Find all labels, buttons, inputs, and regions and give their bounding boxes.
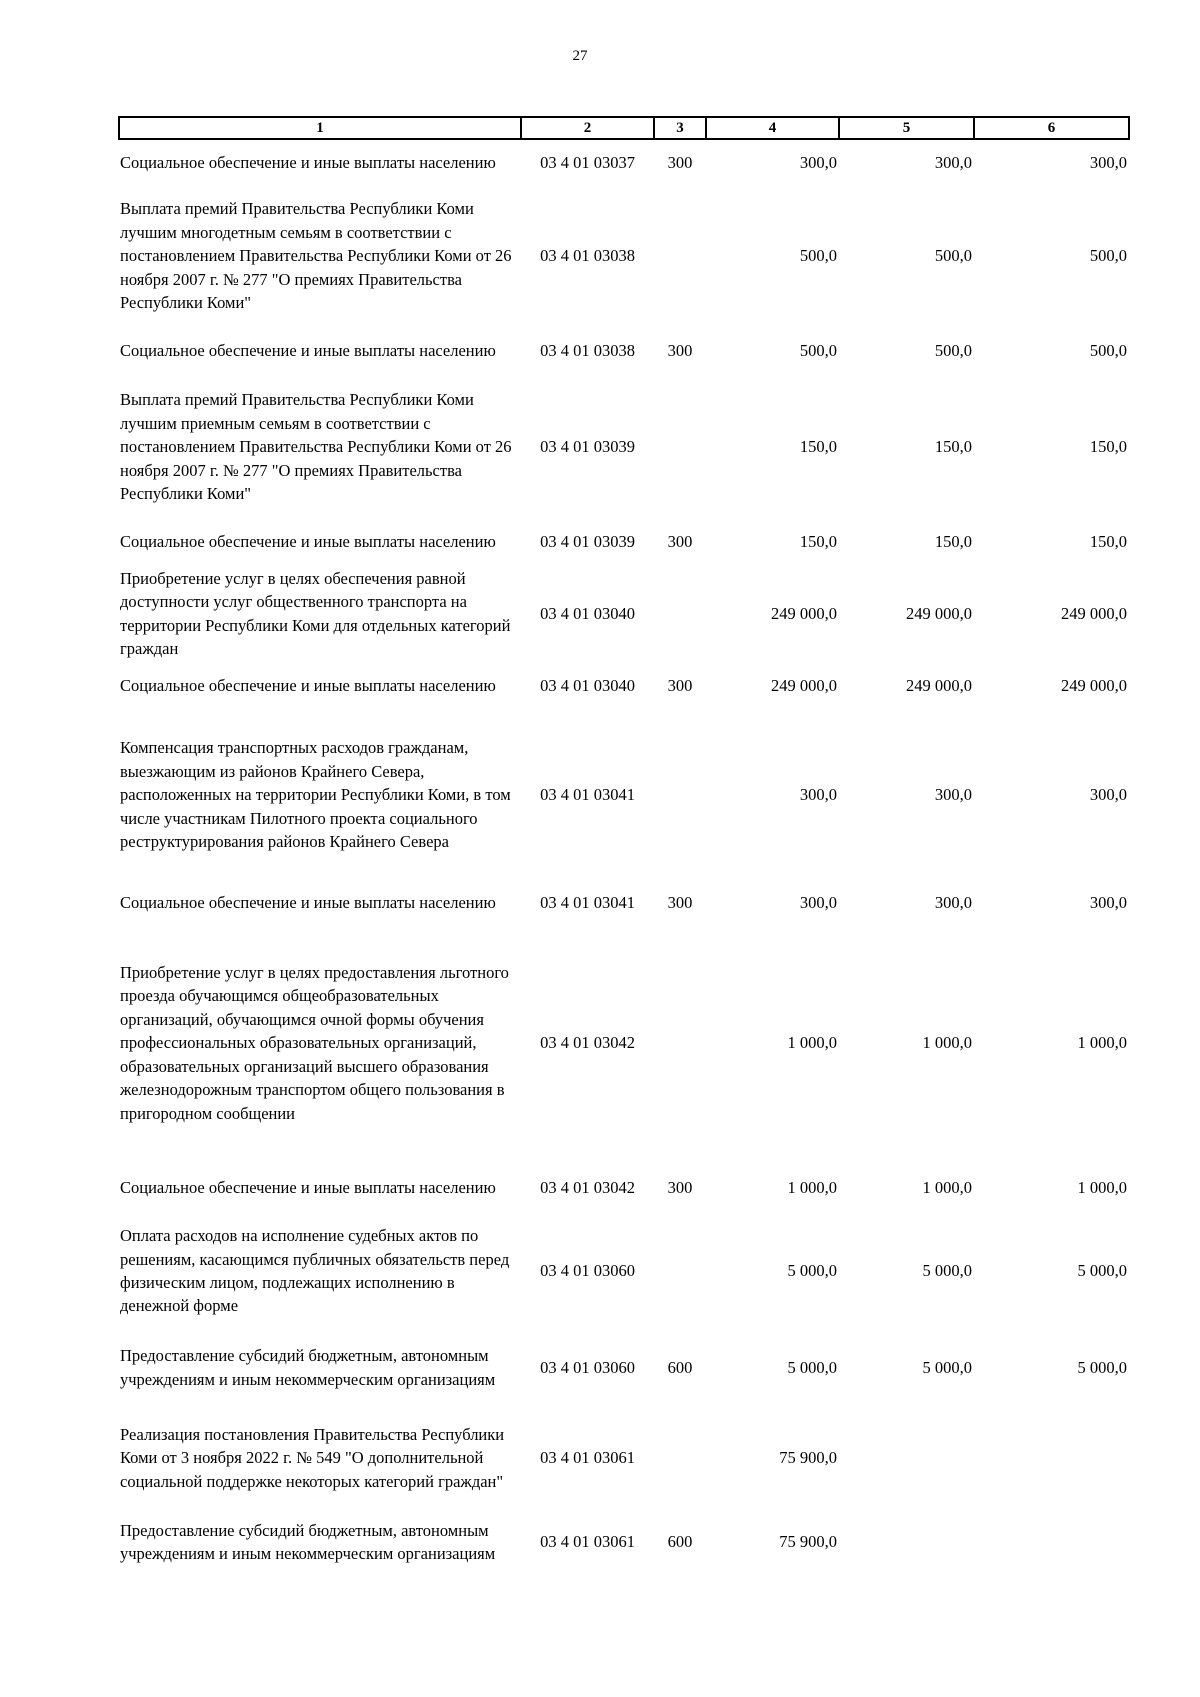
table-row [119, 1159, 1129, 1217]
row-value-col4: 249 000,0 [771, 603, 837, 623]
row-name: Социальное обеспечение и иные выплаты населению [120, 1178, 496, 1198]
row-value-col6: 249 000,0 [1061, 603, 1127, 623]
row-value-col5: 300,0 [934, 153, 972, 173]
row-expense-type [654, 1217, 706, 1325]
row-target-code: 03 4 01 03038 [540, 341, 635, 361]
row-name: Социальное обеспечение и иные выплаты населению [120, 532, 496, 552]
row-value-col4: 300,0 [799, 893, 837, 913]
row-name: Выплата премий Правительства Республики Коми лучшим приемным семьям в соответствии с постановлением Правительства Республики Коми от 26 ноября 2007 г. № 277 "О премиях Правительства Республики Коми" [120, 390, 512, 504]
row-value-col6: 300,0 [1089, 785, 1127, 805]
row-name: Оплата расходов на исполнение судебных актов по решениям, касающимся публичных обязательств перед физическим лицом, подлежащих исполнению в денежной форме [120, 1226, 510, 1316]
row-expense-type: 300 [667, 676, 693, 696]
row-value-col4: 500,0 [799, 341, 837, 361]
row-name: Социальное обеспечение и иные выплаты населению [120, 153, 496, 173]
row-expense-type [654, 927, 706, 1159]
row-target-code: 03 4 01 03060 [540, 1357, 635, 1377]
budget-table [118, 116, 1130, 1578]
row-target-code: 03 4 01 03061 [540, 1448, 635, 1468]
row-value-col5: 249 000,0 [906, 676, 972, 696]
table-row [119, 1506, 1129, 1578]
row-value-col4: 300,0 [799, 153, 837, 173]
page-number: 27 [572, 48, 588, 64]
row-value-col4: 300,0 [799, 785, 837, 805]
row-value-col6: 249 000,0 [1061, 676, 1127, 696]
row-value-col6: 1 000,0 [1077, 1178, 1127, 1198]
row-value-col6: 5 000,0 [1077, 1261, 1127, 1281]
header-col-2: 2 [521, 117, 654, 139]
header-col-1: 1 [119, 117, 521, 139]
row-target-code: 03 4 01 03041 [540, 785, 635, 805]
row-value-col4: 1 000,0 [787, 1033, 837, 1053]
table-row [119, 1410, 1129, 1506]
table-row [119, 879, 1129, 927]
row-value-col5: 300,0 [934, 785, 972, 805]
table-row [119, 518, 1129, 566]
row-name: Реализация постановления Правительства Республики Коми от 3 ноября 2022 г. № 549 "О дополнительной социальной поддержке некоторых категорий граждан" [120, 1424, 505, 1491]
row-target-code: 03 4 01 03041 [540, 893, 635, 913]
row-value-col4: 249 000,0 [771, 676, 837, 696]
row-expense-type: 300 [667, 341, 693, 361]
header-col-6: 6 [974, 117, 1129, 139]
row-value-col5: 1 000,0 [922, 1033, 972, 1053]
row-target-code: 03 4 01 03061 [540, 1532, 635, 1552]
row-name: Социальное обеспечение и иные выплаты населению [120, 341, 496, 361]
table-row [119, 1325, 1129, 1410]
row-value-col4: 1 000,0 [787, 1178, 837, 1198]
row-value-col4: 75 900,0 [779, 1532, 837, 1552]
row-expense-type: 600 [667, 1357, 693, 1377]
row-value-col6: 150,0 [1089, 437, 1127, 457]
table-row [119, 326, 1129, 376]
row-name: Предоставление субсидий бюджетным, автономным учреждениям и иным некоммерческим организациям [120, 1346, 496, 1389]
row-value-col4: 5 000,0 [787, 1357, 837, 1377]
header-col-5: 5 [839, 117, 974, 139]
row-expense-type [654, 566, 706, 661]
row-target-code: 03 4 01 03039 [540, 532, 635, 552]
row-expense-type: 600 [667, 1532, 693, 1552]
row-value-col5: 150,0 [934, 437, 972, 457]
row-value-col4: 75 900,0 [779, 1448, 837, 1468]
row-value-col5: 5 000,0 [922, 1357, 972, 1377]
table-row [119, 186, 1129, 326]
row-value-col5: 300,0 [934, 893, 972, 913]
row-value-col6 [974, 1506, 1129, 1578]
row-target-code: 03 4 01 03037 [540, 153, 635, 173]
table-row [119, 661, 1129, 711]
table-header-row [119, 117, 1129, 139]
row-name: Приобретение услуг в целях предоставления льготного проезда обучающимся общеобразовательных организаций, обучающимся очной формы обучения профессиональных образовательных организаций, образовательных организаций высшего образования железнодорожным транспортом общего пользования в пригородном сообщении [120, 963, 509, 1123]
header-col-3: 3 [654, 117, 706, 139]
row-target-code: 03 4 01 03042 [540, 1178, 635, 1198]
row-value-col5: 1 000,0 [922, 1178, 972, 1198]
row-value-col4: 150,0 [799, 532, 837, 552]
row-expense-type [654, 186, 706, 326]
row-expense-type [654, 711, 706, 879]
row-expense-type [654, 1410, 706, 1506]
row-value-col4: 150,0 [799, 437, 837, 457]
row-value-col4: 5 000,0 [787, 1261, 837, 1281]
row-name: Компенсация транспортных расходов гражданам, выезжающим из районов Крайнего Севера, расположенных на территории Республики Коми, в том числе участникам Пилотного проекта социального реструктурирования районов Крайнего Севера [120, 738, 511, 852]
table-row [119, 711, 1129, 879]
row-expense-type: 300 [667, 532, 693, 552]
row-expense-type: 300 [667, 153, 693, 173]
row-expense-type: 300 [667, 1178, 693, 1198]
row-value-col6: 500,0 [1089, 246, 1127, 266]
row-target-code: 03 4 01 03040 [540, 603, 635, 623]
row-target-code: 03 4 01 03060 [540, 1261, 635, 1281]
row-value-col6: 300,0 [1089, 893, 1127, 913]
row-name: Предоставление субсидий бюджетным, автономным учреждениям и иным некоммерческим организациям [120, 1520, 496, 1563]
row-target-code: 03 4 01 03042 [540, 1033, 635, 1053]
row-expense-type [654, 376, 706, 518]
row-value-col6: 5 000,0 [1077, 1357, 1127, 1377]
table-row [119, 566, 1129, 661]
table-row [119, 927, 1129, 1159]
row-value-col5: 249 000,0 [906, 603, 972, 623]
row-value-col5 [839, 1410, 974, 1506]
row-value-col5: 500,0 [934, 246, 972, 266]
row-name: Выплата премий Правительства Республики Коми лучшим многодетным семьям в соответствии с постановлением Правительства Республики Коми от 26 ноября 2007 г. № 277 "О премиях Правительства Республики Коми" [120, 199, 512, 313]
row-target-code: 03 4 01 03039 [540, 437, 635, 457]
row-value-col5: 5 000,0 [922, 1261, 972, 1281]
table-row [119, 1217, 1129, 1325]
row-value-col6: 150,0 [1089, 532, 1127, 552]
row-value-col6: 500,0 [1089, 341, 1127, 361]
row-target-code: 03 4 01 03040 [540, 676, 635, 696]
table-row [119, 139, 1129, 186]
row-value-col5 [839, 1506, 974, 1578]
row-value-col4: 500,0 [799, 246, 837, 266]
row-value-col6: 300,0 [1089, 153, 1127, 173]
row-name: Приобретение услуг в целях обеспечения равной доступности услуг общественного транспорта на территории Республики Коми для отдельных категорий граждан [120, 568, 511, 658]
header-col-4: 4 [706, 117, 839, 139]
row-expense-type: 300 [667, 893, 693, 913]
row-value-col5: 500,0 [934, 341, 972, 361]
table-row [119, 376, 1129, 518]
row-value-col6 [974, 1410, 1129, 1506]
row-value-col5: 150,0 [934, 532, 972, 552]
row-name: Социальное обеспечение и иные выплаты населению [120, 893, 496, 913]
row-target-code: 03 4 01 03038 [540, 246, 635, 266]
row-value-col6: 1 000,0 [1077, 1033, 1127, 1053]
row-name: Социальное обеспечение и иные выплаты населению [120, 676, 496, 696]
